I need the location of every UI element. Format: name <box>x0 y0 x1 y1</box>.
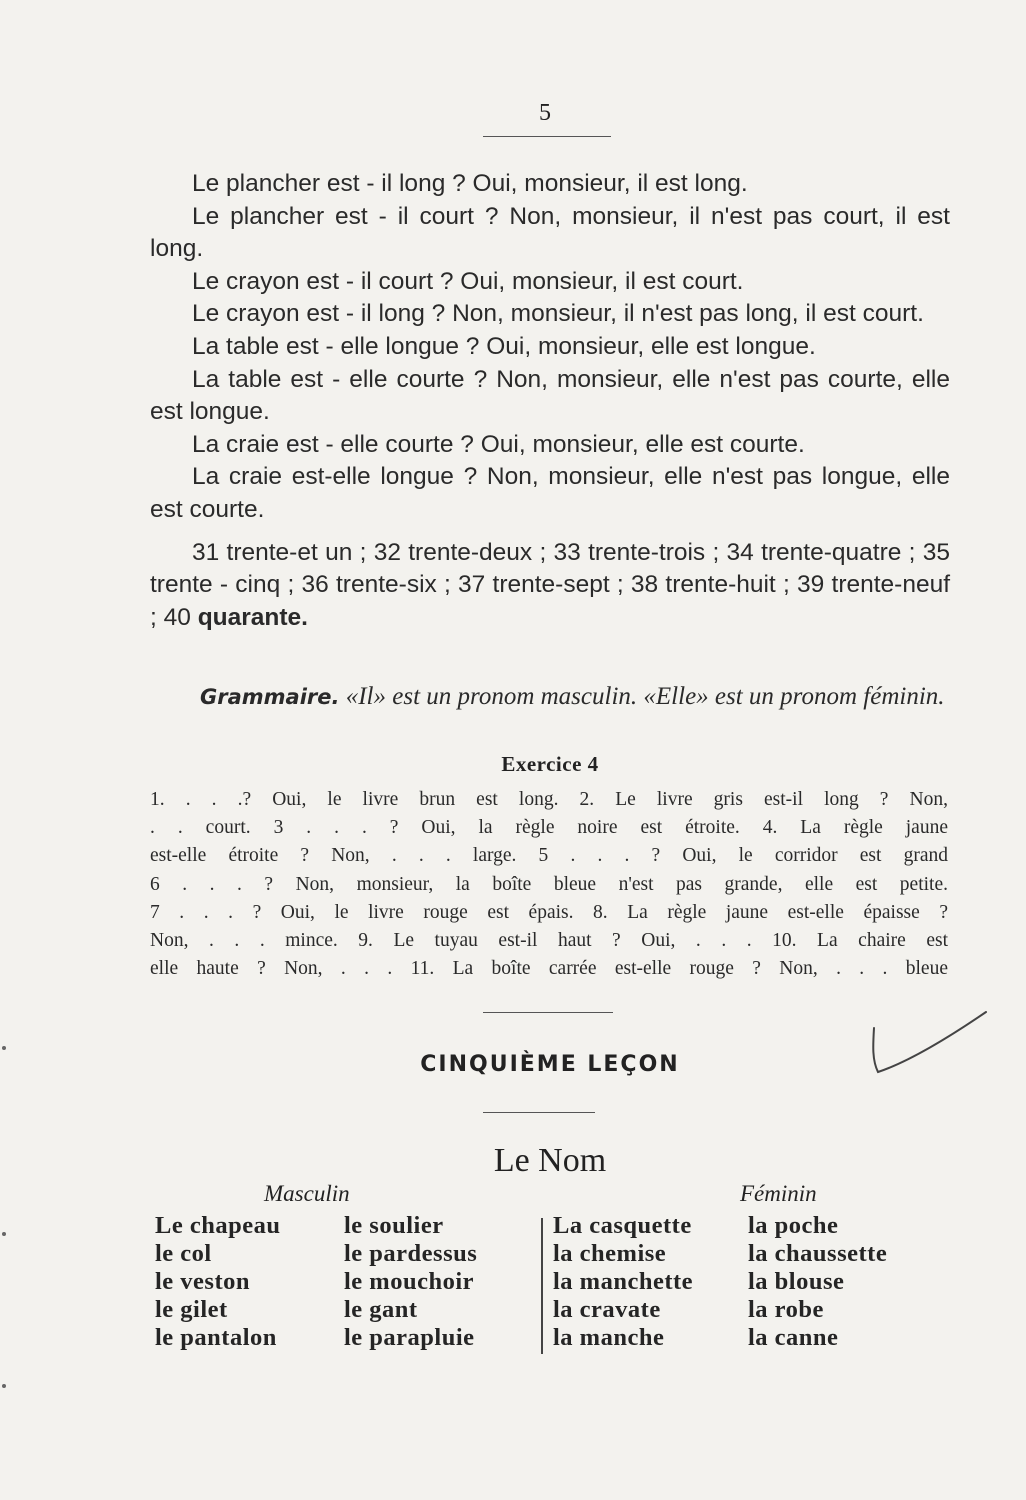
paragraph: Le plancher est - il court ? Non, monsieur, il n'est pas court, il est long. <box>150 202 950 263</box>
exercise-line: est-elle étroite ? Non, . . . large. 5 . . . ? Oui, le corridor est grand <box>150 845 948 867</box>
exercise-line: . . court. 3 . . . ? Oui, la règle noire est étroite. 4. La règle jaune <box>150 817 948 839</box>
vocab-item: le parapluie <box>344 1324 475 1351</box>
column-divider <box>541 1218 543 1354</box>
exercise-line: 1. . . .? Oui, le livre brun est long. 2. Le livre gris est-il long ? Non, <box>150 789 948 810</box>
vocab-item: le pardessus <box>344 1240 478 1267</box>
vocab-item: La casquette <box>553 1212 692 1239</box>
exercise-line: 6 . . . ? Non, monsieur, la boîte bleue n'est pas grande, elle est petite. <box>150 873 948 895</box>
section-title: Le Nom <box>493 1142 607 1179</box>
vocab-item: le gilet <box>155 1296 228 1323</box>
masculin-heading: Masculin <box>264 1181 350 1206</box>
exercise-title: Exercice 4 <box>501 752 599 776</box>
grammar-text: «Il» est un pronom masculin. «Elle» est un pronom féminin. <box>345 683 945 710</box>
grammar-note <box>150 680 950 714</box>
feminin-column-1 <box>553 1212 693 1352</box>
vocab-item: la manche <box>553 1324 665 1351</box>
section-rule <box>483 1012 613 1013</box>
margin-mark <box>2 1384 6 1388</box>
paragraph: La table est - elle longue ? Oui, monsieur, elle est longue. <box>192 332 816 360</box>
dialogue-text <box>150 168 950 634</box>
numbers-bold: quarante. <box>197 603 308 631</box>
vocab-item: la poche <box>748 1212 839 1239</box>
vocab-item: la cravate <box>553 1296 661 1323</box>
vocab-item: le col <box>155 1240 212 1267</box>
grammar-label: Grammaire. <box>200 685 340 709</box>
vocab-item: le veston <box>155 1268 250 1295</box>
vocab-item: le soulier <box>344 1212 444 1239</box>
pencil-checkmark-icon <box>868 1000 998 1080</box>
margin-mark <box>2 1232 6 1236</box>
vocab-item: la robe <box>748 1296 824 1323</box>
paragraph: Le crayon est - il long ? Non, monsieur, il n'est pas long, il est court. <box>192 300 924 328</box>
exercise-line: elle haute ? Non, . . . 11. La boîte carrée est-elle rouge ? Non, . . . bleue <box>150 958 948 980</box>
vocab-item: le gant <box>344 1296 418 1323</box>
numbers-paragraph <box>150 537 950 635</box>
paragraph: La craie est-elle longue ? Non, monsieur, elle n'est pas longue, elle est courte. <box>150 463 950 523</box>
feminin-heading: Féminin <box>740 1181 817 1206</box>
header-rule <box>483 136 611 137</box>
feminin-column-2 <box>748 1212 887 1352</box>
vocab-item: le pantalon <box>155 1324 277 1351</box>
paragraph: La craie est - elle courte ? Oui, monsieur, elle est courte. <box>192 430 805 458</box>
vocab-item: la canne <box>748 1324 839 1351</box>
masculin-column-1 <box>155 1212 280 1352</box>
paragraph: Le crayon est - il court ? Oui, monsieur, il est court. <box>192 267 744 295</box>
exercise-text <box>150 786 948 983</box>
vocab-item: la blouse <box>748 1268 845 1295</box>
vocab-item: la chaussette <box>748 1240 888 1267</box>
page-number: 5 <box>539 100 551 126</box>
paragraph: La table est - elle courte ? Non, monsieur, elle n'est pas courte, elle est longue. <box>150 365 950 426</box>
vocab-item: la manchette <box>553 1268 694 1295</box>
lesson-title: CINQUIÈME LEÇON <box>420 1052 680 1077</box>
lesson-rule <box>483 1112 595 1113</box>
masculin-column-2 <box>344 1212 477 1352</box>
vocab-item: le mouchoir <box>344 1268 475 1295</box>
exercise-line: 7 . . . ? Oui, le livre rouge est épais. 8. La règle jaune est-elle épaisse ? <box>150 901 948 923</box>
exercise-line: Non, . . . mince. 9. Le tuyau est-il haut ? Oui, . . . 10. La chaire est <box>150 930 948 952</box>
paragraph: Le plancher est - il long ? Oui, monsieur, il est long. <box>192 170 748 197</box>
vocab-item: la chemise <box>553 1240 667 1267</box>
vocab-item: Le chapeau <box>155 1212 281 1239</box>
numbers-text: 31 trente-et un ; 32 trente-deux ; 33 trente-trois ; 34 trente-quatre ; 35 trente - cinq ; 36 trente-six ; 37 trente-sept ; 38 trente-huit ; 39 trente-neuf ; 40 <box>150 538 950 631</box>
margin-mark <box>2 1046 6 1050</box>
